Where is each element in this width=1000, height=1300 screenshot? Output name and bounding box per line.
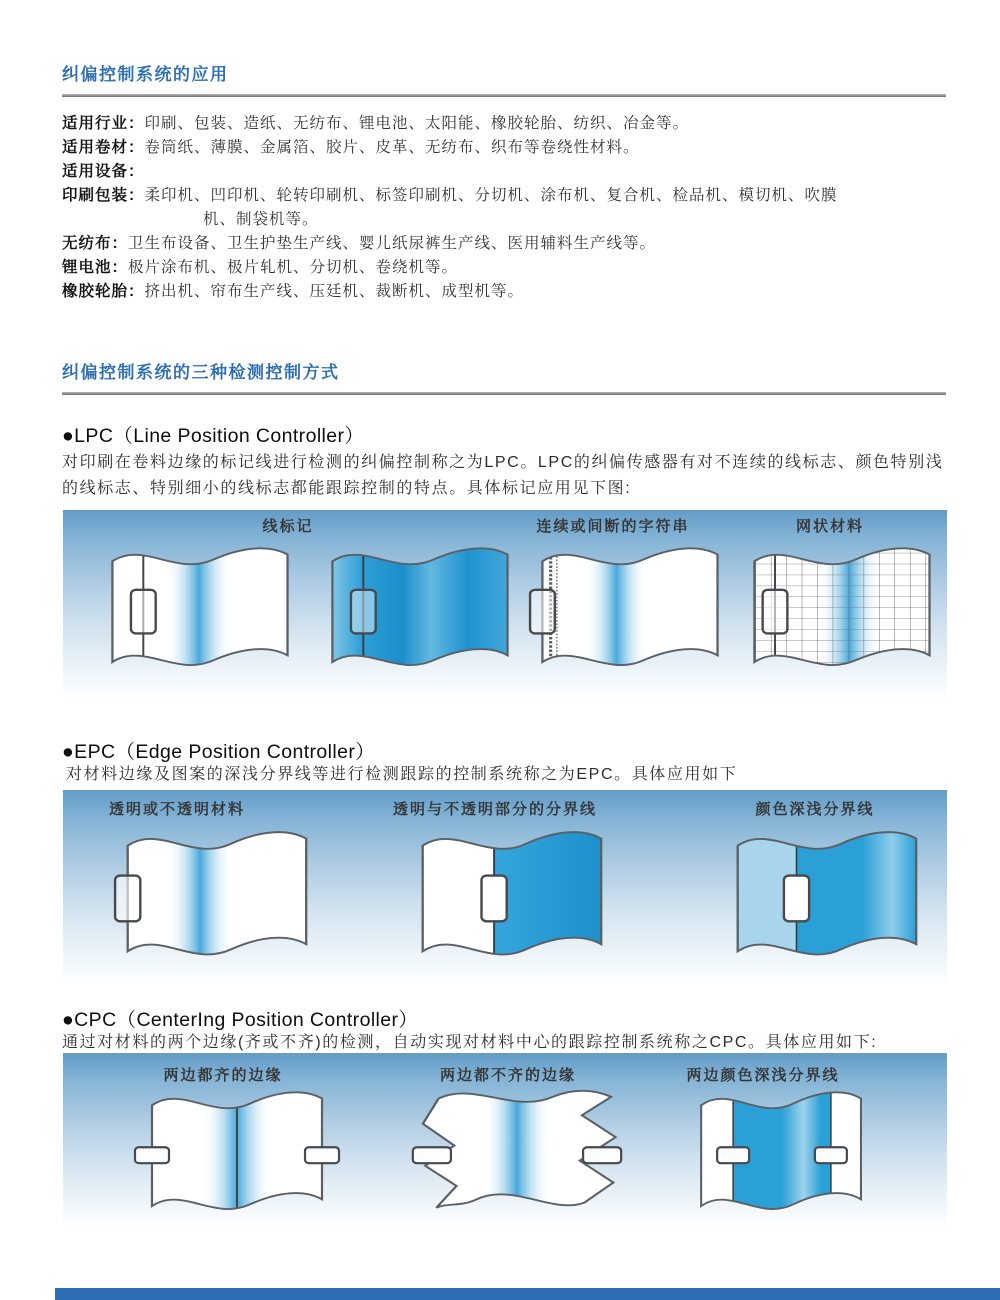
web-sheet-color-boundary (734, 818, 917, 966)
cpc-heading: ●CPC（CenterIng Position Controller） (62, 1009, 419, 1031)
cpc-illustration-band (63, 1053, 947, 1228)
epc-illustration-band (63, 790, 947, 985)
sensor-right (583, 1147, 621, 1163)
band-label: 透明或不透明材料 (108, 801, 246, 818)
application-list (62, 112, 957, 304)
sensor (763, 590, 788, 634)
row-text: 柔印机、凹印机、轮转印刷机、标签印刷机、分切机、涂布机、复合机、检品机、模切机、吹膜 (144, 187, 838, 204)
sensor-left (413, 1147, 451, 1163)
sensor-left (135, 1147, 169, 1163)
epc-description: 对材料边缘及图案的深浅分界线等进行检测跟踪的控制系统称之为EPC。具体应用如下 (66, 766, 738, 783)
web-sheet-mesh (750, 535, 935, 676)
section2-title: 纠偏控制系统的三种检测控制方式 (62, 363, 340, 382)
list-item-continuation (62, 208, 957, 232)
web-sheet-line-mark-blue (328, 535, 513, 676)
sensor (131, 590, 156, 634)
band-label: 连续或间断的字符串 (536, 518, 690, 535)
sensor (351, 590, 376, 634)
epc-heading: ●EPC（Edge Position Controller） (62, 741, 376, 763)
web-sheet-two-color-boundaries (697, 1079, 866, 1220)
section2-rule (62, 392, 946, 395)
sensor-right (305, 1147, 339, 1163)
list-item (62, 184, 957, 208)
sensor (482, 876, 507, 922)
cpc-description: 通过对材料的两个边缘(齐或不齐)的检测，自动实现对材料中心的跟踪控制系统称之CPC。具体应用如下: (62, 1034, 878, 1051)
lpc-illustration-band (63, 510, 947, 700)
row-label: 适用行业： (62, 115, 145, 132)
footer-accent-bar (55, 1288, 1000, 1300)
band-label: 网状材料 (795, 518, 865, 535)
row-text: 机、制袋机等。 (203, 211, 319, 228)
section1-rule (62, 94, 946, 97)
row-label: 适用卷材： (62, 139, 145, 156)
list-item (62, 160, 957, 184)
row-label: 锂电池： (62, 259, 129, 276)
band-label: 线标记 (262, 518, 314, 535)
lpc-description: 对印刷在卷料边缘的标记线进行检测的纠偏控制称之为LPC。LPC的纠偏传感器有对不连续的线标志、颜色特别浅的线标志、特别细小的线标志都能跟踪控制的特点。具体标记应用见下图: (62, 454, 944, 497)
sensor-right (815, 1147, 847, 1163)
cpc-sheets-graphic (63, 1053, 947, 1228)
row-text: 卫生布设备、卫生护垫生产线、婴儿纸尿裤生产线、医用辅料生产线等。 (128, 235, 657, 252)
web-sheet-edge (115, 818, 312, 966)
sensor (115, 876, 140, 922)
list-item (62, 280, 957, 304)
epc-sheets-graphic (63, 790, 947, 985)
row-label: 无纺布： (62, 235, 129, 252)
sensor (530, 590, 555, 634)
row-label: 印刷包装： (62, 187, 145, 204)
list-item (62, 256, 957, 280)
row-text: 挤出机、帘布生产线、压廷机、裁断机、成型机等。 (144, 283, 525, 300)
sensor-left (717, 1147, 749, 1163)
web-sheet-boundary (419, 818, 608, 966)
row-label: 橡胶轮胎： (62, 283, 145, 300)
section1-title: 纠偏控制系统的应用 (62, 65, 229, 84)
band-label: 两边颜色深浅分界线 (686, 1067, 840, 1084)
web-sheet-line-mark (108, 535, 293, 676)
web-sheet-uneven-edges (411, 1079, 624, 1220)
web-sheet-character-string (530, 535, 724, 676)
row-text: 印刷、包装、造纸、无纺布、锂电池、太阳能、橡胶轮胎、纺织、冶金等。 (144, 115, 690, 132)
lpc-heading: ●LPC（Line Position Controller） (62, 425, 365, 447)
sensor (784, 876, 809, 922)
band-label: 两边都齐的边缘 (163, 1067, 283, 1084)
row-text: 卷筒纸、薄膜、金属箔、胶片、皮革、无纺布、织布等卷绕性材料。 (144, 139, 640, 156)
web-sheet-even-edges (135, 1079, 339, 1220)
lpc-sheets-graphic (63, 510, 947, 700)
list-item (62, 232, 957, 256)
row-label: 适用设备： (62, 163, 145, 180)
band-label: 透明与不透明部分的分界线 (392, 801, 598, 818)
band-label: 颜色深浅分界线 (755, 801, 875, 818)
band-label: 两边都不齐的边缘 (439, 1067, 577, 1084)
row-text: 极片涂布机、极片轧机、分切机、卷绕机等。 (128, 259, 459, 276)
list-item (62, 136, 957, 160)
list-item (62, 112, 957, 136)
